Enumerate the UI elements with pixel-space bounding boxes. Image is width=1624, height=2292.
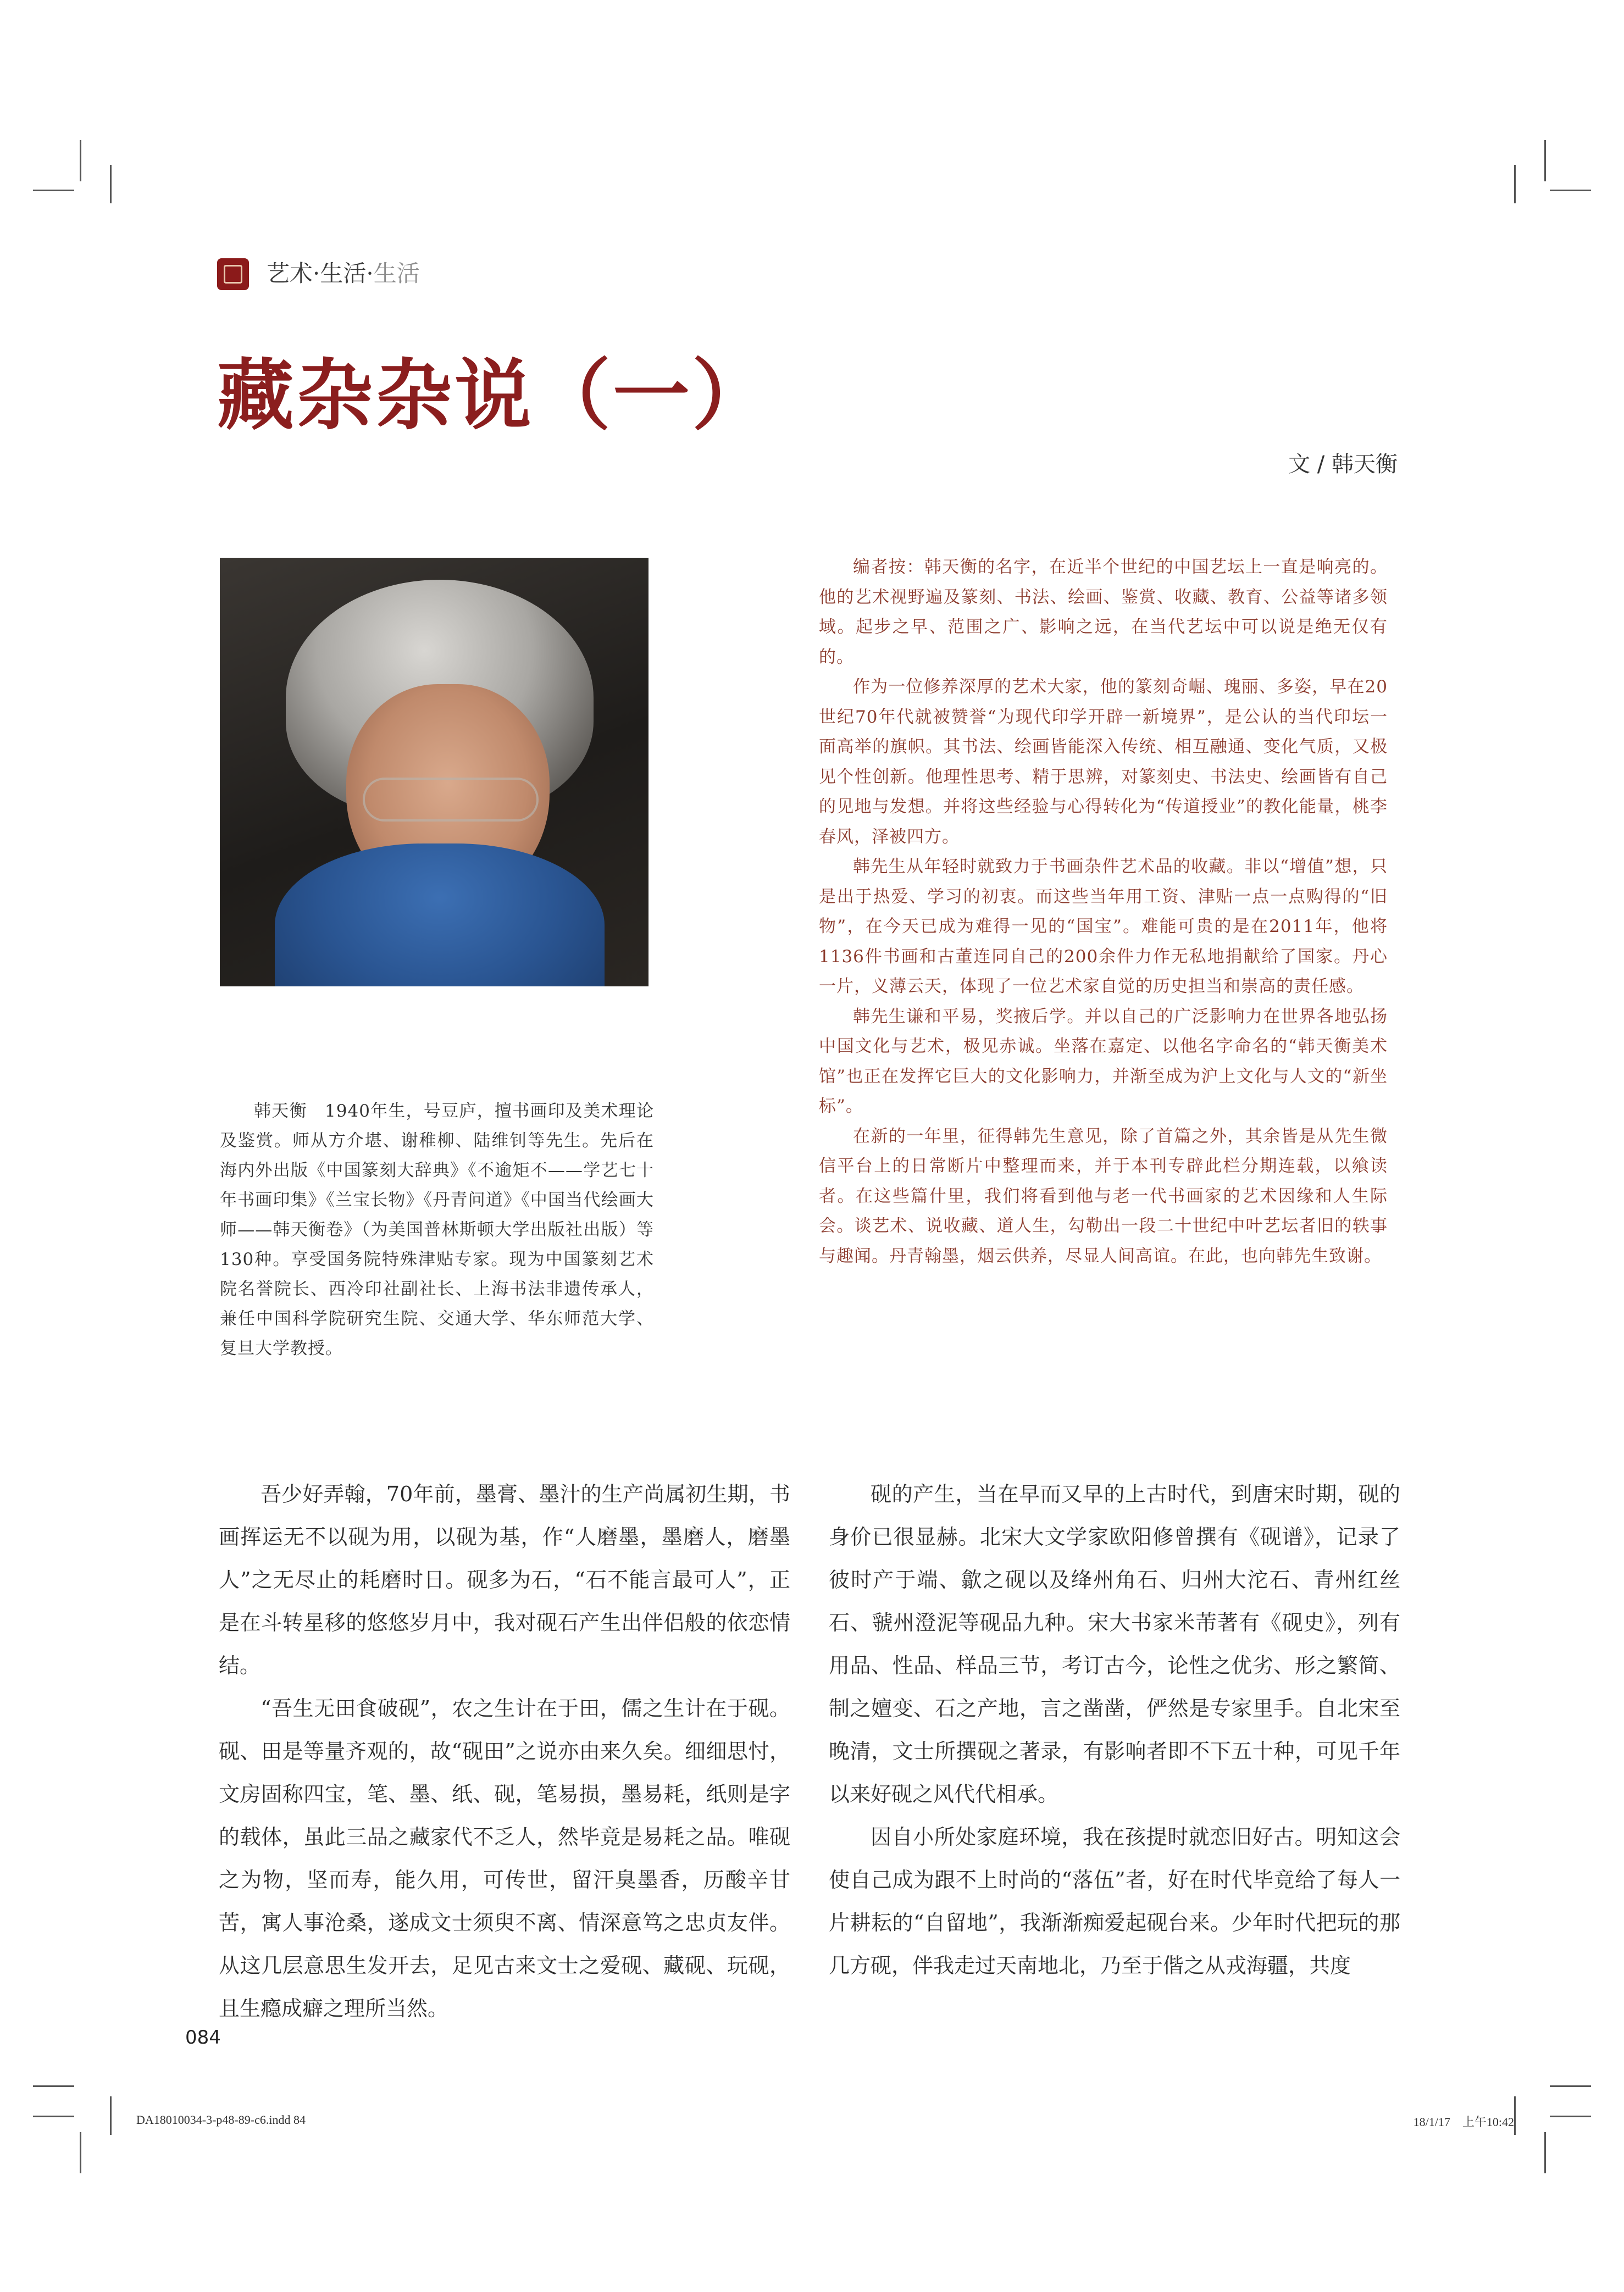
magazine-logo: [217, 258, 249, 290]
author-portrait-photo: [220, 558, 649, 986]
editor-note: [819, 552, 1388, 1271]
crop-mark: [1544, 140, 1546, 181]
body-paragraph: “吾生无田食破砚”，农之生计在于田，儒之生计在于砚。砚、田是等量齐观的，故“砚田”之说亦由来久矣。细细思忖，文房固称四宝，笔、墨、纸、砚，笔易损，墨易耗，纸则是字的载体，虽此三品之藏家代不乏人，然毕竟是易耗之品。唯砚之为物，坚而寿，能久用，可传世，留汗臭墨香，历酸辛甘苦，寓人事沧桑，遂成文士须臾不离、情深意笃之忠贞友伴。从这几层意思生发开去，足见古来文士之爱砚、藏砚、玩砚，且生瘾成癖之理所当然。: [219, 1696, 790, 2021]
page-number: 084: [185, 2027, 221, 2049]
crop-mark: [1514, 165, 1516, 203]
section-sub: 生活: [373, 260, 420, 287]
crop-mark: [33, 2116, 74, 2117]
crop-mark: [80, 140, 81, 181]
crop-mark: [1550, 190, 1591, 191]
editor-note-paragraph: 编者按：韩天衡的名字，在近半个世纪的中国艺坛上一直是响亮的。他的艺术视野遍及篆刻、书法、绘画、鉴赏、收藏、教育、公益等诸多领域。起步之早、范围之广、影响之远，在当代艺坛中可以说是绝无仅有的。: [819, 557, 1388, 667]
crop-mark: [33, 2085, 74, 2087]
section-header: [267, 259, 420, 288]
crop-mark: [110, 165, 112, 203]
crop-mark: [33, 190, 74, 191]
body-paragraph: 砚的产生，当在早而又早的上古时代，到唐宋时期，砚的身价已很显赫。北宋大文学家欧阳修曾撰有《砚谱》，记录了彼时产于端、歙之砚以及绛州角石、归州大沱石、青州红丝石、虢州澄泥等砚品九种。宋大书家米芾著有《砚史》，列有用品、性品、样品三节，考订古今，论性之优劣、形之繁简、制之嬗变、石之产地，言之凿凿，俨然是专家里手。自北宋至晚清，文士所撰砚之著录，有影响者即不下五十种，可见千年以来好砚之风代代相承。: [829, 1482, 1400, 1806]
editor-note-paragraph: 作为一位修养深厚的艺术大家，他的篆刻奇崛、瑰丽、多姿，早在20世纪70年代就被赞誉“为现代印学开辟一新境界”，是公认的当代印坛一面高举的旗帜。其书法、绘画皆能深入传统、相互融通、变化气质，又极见个性创新。他理性思考、精于思辨，对篆刻史、书法史、绘画皆有自己的见地与发想。并将这些经验与心得转化为“传道授业”的教化能量，桃李春风，泽被四方。: [819, 677, 1388, 847]
crop-mark: [1550, 2116, 1591, 2117]
crop-mark: [1550, 2085, 1591, 2087]
body-paragraph: 吾少好弄翰，70年前，墨膏、墨汁的生产尚属初生期，书画挥运无不以砚为用，以砚为基，作“人磨墨，墨磨人，磨墨人”之无尽止的耗磨时日。砚多为石，“石不能言最可人”，正是在斗转星移的悠悠岁月中，我对砚石产生出伴侣般的依恋情结。: [219, 1482, 790, 1678]
body-paragraph: 因自小所处家庭环境，我在孩提时就恋旧好古。明知这会使自己成为跟不上时尚的“落伍”者，好在时代毕竟给了每人一片耕耘的“自留地”，我渐渐痴爱起砚台来。少年时代把玩的那几方砚，伴我走过天南地北，乃至于偕之从戎海疆，共度: [829, 1825, 1400, 1978]
editor-note-paragraph: 在新的一年里，征得韩先生意见，除了首篇之外，其余皆是从先生微信平台上的日常断片中整理而来，并于本刊专辟此栏分期连载，以飨读者。在这些篇什里，我们将看到他与老一代书画家的艺术因缘和人生际会。谈艺术、说收藏、道人生，勾勒出一段二十世纪中叶艺坛者旧的轶事与趣闻。丹青翰墨，烟云供养，尽显人间高谊。在此，也向韩先生致谢。: [819, 1126, 1388, 1266]
article-title: 藏杂杂说（一）: [217, 351, 772, 441]
print-slug-right: 18/1/17 上午10:42: [1413, 2115, 1514, 2129]
author-bio-caption: [220, 1096, 654, 1363]
article-author: 文 / 韩天衡: [1288, 452, 1398, 477]
print-slug-left: DA18010034-3-p48-89-c6.indd 84: [136, 2113, 306, 2127]
section-main: 艺术·生活·: [267, 260, 374, 287]
portrait-scarf: [275, 843, 605, 986]
crop-mark: [1514, 2096, 1516, 2135]
editor-note-paragraph: 韩先生谦和平易，奖掖后学。并以自己的广泛影响力在世界各地弘扬中国文化与艺术，极见赤诚。坐落在嘉定、以他名字命名的“韩天衡美术馆”也正在发挥它巨大的文化影响力，并渐至成为沪上文化与人文的“新坐标”。: [819, 1006, 1388, 1116]
crop-mark: [1544, 2132, 1546, 2173]
crop-mark: [110, 2096, 112, 2135]
crop-mark: [80, 2132, 81, 2173]
body-column-left: [219, 1473, 790, 2030]
portrait-glasses: [363, 778, 539, 822]
body-column-right: [829, 1473, 1400, 1987]
bio-text: 韩天衡 1940年生，号豆庐，擅书画印及美术理论及鉴赏。师从方介堪、谢稚柳、陆维钊等先生。先后在海内外出版《中国篆刻大辞典》《不逾矩不——学艺七十年书画印集》《兰宝长物》《丹青问道》《中国当代绘画大师——韩天衡卷》（为美国普林斯顿大学出版社出版）等130种。享受国务院特殊津贴专家。现为中国篆刻艺术院名誉院长、西冷印社副社长、上海书法非遗传承人，兼任中国科学院研究生院、交通大学、华东师范大学、复旦大学教授。: [220, 1101, 654, 1358]
editor-note-paragraph: 韩先生从年轻时就致力于书画杂件艺术品的收藏。非以“增值”想，只是出于热爱、学习的初衷。而这些当年用工资、津贴一点一点购得的“旧物”，在今天已成为难得一见的“国宝”。难能可贵的是在2011年，他将1136件书画和古董连同自己的200余件力作无私地捐献给了国家。丹心一片，义薄云天，体现了一位艺术家自觉的历史担当和崇高的责任感。: [819, 857, 1388, 996]
